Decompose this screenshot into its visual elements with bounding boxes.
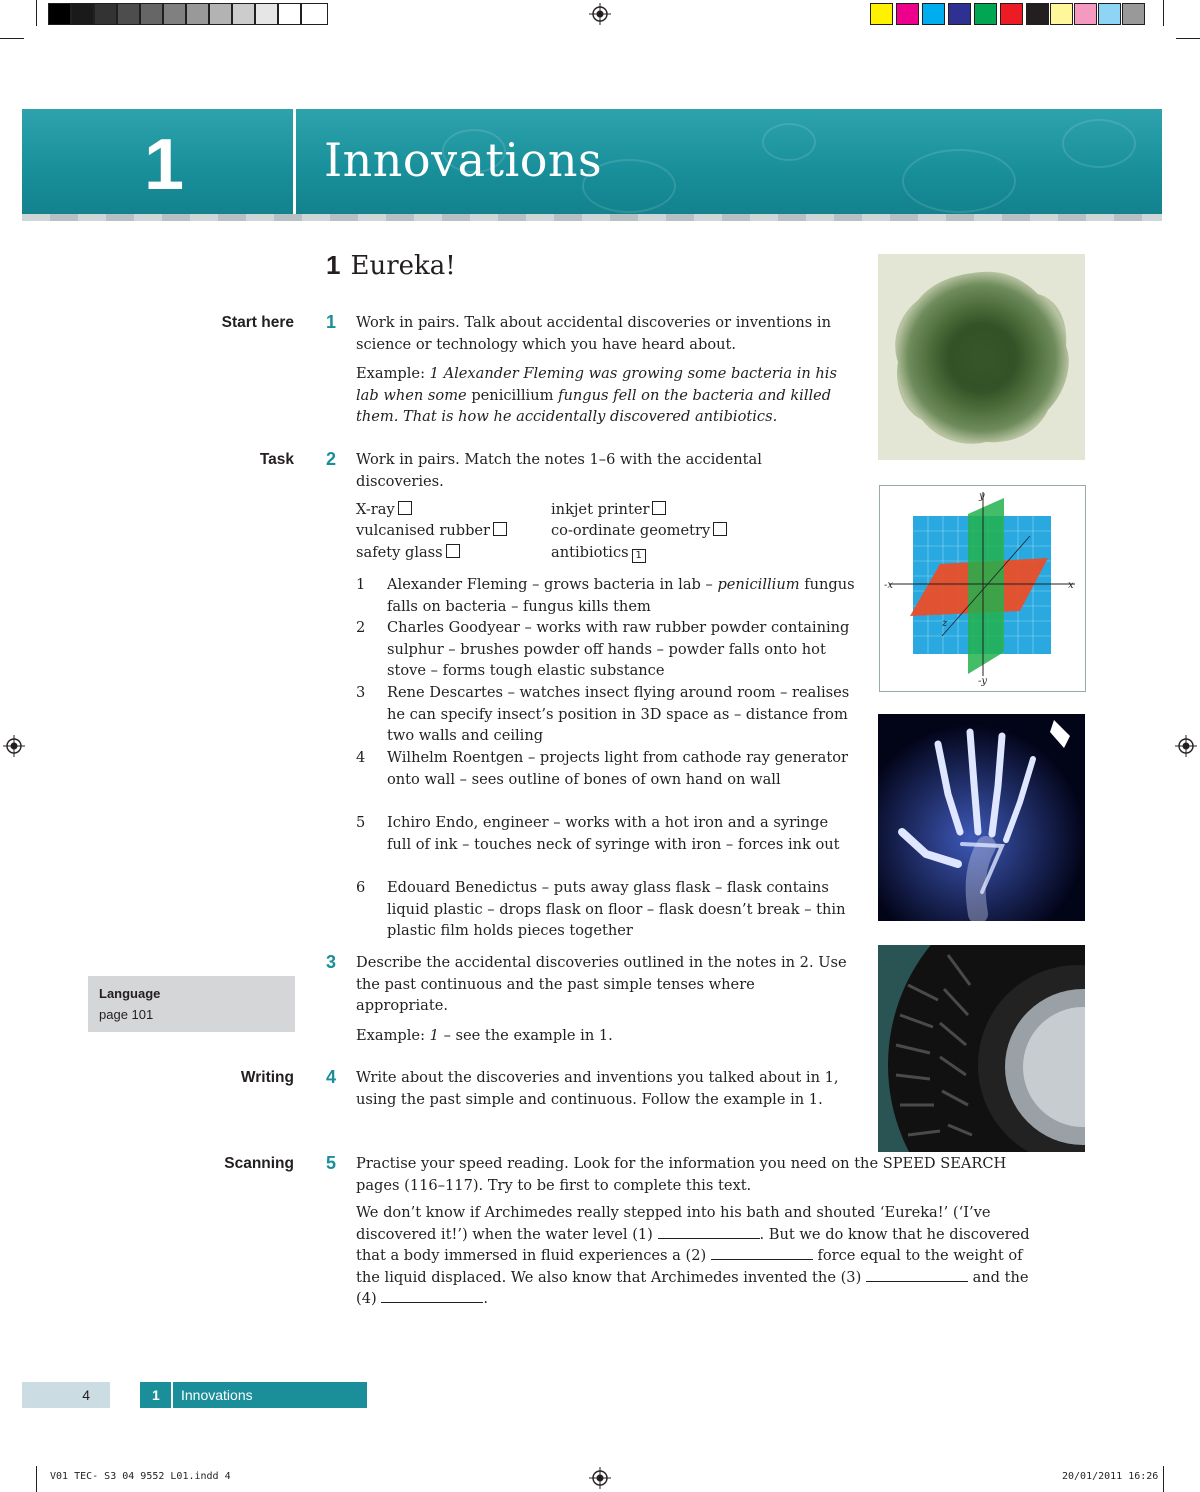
blank-4[interactable] xyxy=(381,1289,483,1303)
section-number: 1 xyxy=(326,250,341,280)
blank-1[interactable] xyxy=(658,1225,760,1239)
checkbox[interactable] xyxy=(652,501,666,515)
checkbox[interactable] xyxy=(446,544,460,558)
question-1 xyxy=(356,312,856,428)
axis-label-y: y xyxy=(979,491,985,502)
axis-label-z: z xyxy=(942,618,948,629)
example: Example: 1 – see the example in 1. xyxy=(356,1026,613,1044)
question-number: 4 xyxy=(326,1067,337,1087)
registration-mark-icon xyxy=(589,1467,611,1489)
language-title: Language xyxy=(99,986,161,1001)
option-vulcanised-rubber[interactable]: vulcanised rubber xyxy=(356,520,507,542)
question-3 xyxy=(356,952,851,1046)
note-number: 4 xyxy=(356,749,366,766)
page-number: 4 xyxy=(82,1387,90,1403)
print-slug-file: V01 TEC- S3 04 9552 L01.indd 4 xyxy=(50,1471,231,1482)
question-text: Practise your speed reading. Look for the information you need on the SPEED SEARCH pages (116–117). Try to be first to complete this text. xyxy=(356,1155,1007,1194)
footer-chapter-number: 1 xyxy=(152,1387,160,1403)
question-number: 1 xyxy=(326,312,337,332)
blank-2[interactable] xyxy=(711,1246,813,1260)
x-ray-hand-photo xyxy=(878,714,1085,921)
note-item xyxy=(356,877,856,942)
side-label-start-here: Start here xyxy=(221,314,294,331)
option-coordinate-geometry[interactable]: co-ordinate geometry xyxy=(551,520,727,542)
section-heading xyxy=(326,252,456,279)
penicillium-photo xyxy=(878,254,1085,460)
question-text: Work in pairs. Talk about accidental discoveries or inventions in science or technology which you have heard about. xyxy=(356,314,831,353)
note-number: 5 xyxy=(356,814,366,831)
axis-label-neg-x: -x xyxy=(884,580,894,591)
side-label-scanning: Scanning xyxy=(224,1155,294,1172)
registration-mark-icon xyxy=(3,735,25,757)
note-text: Wilhelm Roentgen – projects light from cathode ray generator onto wall – sees outline of bones of own hand on wall xyxy=(387,749,848,788)
language-reference-box xyxy=(88,976,295,1032)
checkbox[interactable] xyxy=(713,522,727,536)
option-antibiotics[interactable]: antibiotics 1 xyxy=(551,542,646,564)
blank-3[interactable] xyxy=(866,1268,968,1282)
option-x-ray[interactable]: X-ray xyxy=(356,499,412,521)
chapter-title: Innovations xyxy=(324,133,603,187)
question-number: 2 xyxy=(326,449,337,469)
option-inkjet-printer[interactable]: inkjet printer xyxy=(551,499,666,521)
chapter-banner xyxy=(22,109,1162,221)
checkbox-answered[interactable]: 1 xyxy=(632,549,646,563)
note-item xyxy=(356,747,856,790)
footer-chapter-title: Innovations xyxy=(181,1387,253,1403)
note-number: 3 xyxy=(356,684,366,701)
question-number: 3 xyxy=(326,952,337,972)
footer-chapter-tab xyxy=(140,1382,367,1408)
note-text: Charles Goodyear – works with raw rubber powder containing sulphur – brushes powder off hands – powder falls onto hot stove – forms tough elastic substance xyxy=(387,619,850,679)
question-text: Describe the accidental discoveries outlined in the notes in 2. Use the past continuous and the past simple tenses where appropriate. xyxy=(356,954,847,1014)
note-number: 1 xyxy=(356,576,366,593)
note-text: Rene Descartes – watches insect flying around room – realises he can specify insect’s position in 3D space as – distance from two walls and ceiling xyxy=(387,684,850,744)
checkbox[interactable] xyxy=(493,522,507,536)
side-label-task: Task xyxy=(259,451,294,468)
checkbox[interactable] xyxy=(398,501,412,515)
note-item xyxy=(356,574,856,617)
example: Example: 1 Alexander Fleming was growing some bacteria in his lab when some penicillium fungus fell on the bacteria and killed them. That is how he accidentally discovered antibiotics. xyxy=(356,365,837,425)
section-title: Eureka! xyxy=(350,251,456,281)
note-number: 2 xyxy=(356,619,366,636)
language-page: page 101 xyxy=(99,1007,154,1022)
option-safety-glass[interactable]: safety glass xyxy=(356,542,460,564)
gap-fill-paragraph: We don’t know if Archimedes really stepped into his bath and shouted ‘Eureka!’ (‘I’ve discovered it!’) when the water level (1) . But we do know that he discovered that a body immersed in fluid experiences a (2) force equal to the weight of the liquid displaced. We also know that Archimedes invented the (3) and the (4) . xyxy=(356,1204,1030,1307)
tyre-photo xyxy=(878,945,1085,1152)
note-text: Edouard Benedictus – puts away glass flask – flask contains liquid plastic – drops flask on floor – flask doesn’t break – thin plastic film holds pieces together xyxy=(387,879,846,939)
note-item xyxy=(356,812,856,855)
note-text: Ichiro Endo, engineer – works with a hot iron and a syringe full of ink – touches neck of syringe with iron – forces ink out xyxy=(387,814,840,853)
page-number-box xyxy=(22,1382,110,1408)
registration-mark-icon xyxy=(1175,735,1197,757)
axis-label-x: x xyxy=(1068,580,1074,591)
note-number: 6 xyxy=(356,879,366,896)
note-item xyxy=(356,617,856,682)
note-item xyxy=(356,682,856,747)
coordinate-geometry-diagram xyxy=(879,485,1086,692)
note-text: Alexander Fleming – grows bacteria in lab – penicillium fungus falls on bacteria – fungus kills them xyxy=(387,576,855,615)
chapter-number: 1 xyxy=(144,125,185,205)
side-label-writing: Writing xyxy=(240,1069,294,1086)
question-text: Write about the discoveries and inventions you talked about in 1, using the past simple and continuous. Follow the example in 1. xyxy=(356,1069,839,1108)
question-text: Work in pairs. Match the notes 1–6 with the accidental discoveries. xyxy=(356,451,762,490)
print-slug-date: 20/01/2011 16:26 xyxy=(1062,1471,1159,1482)
question-5 xyxy=(356,1153,1036,1310)
axis-label-neg-y: -y xyxy=(978,676,988,687)
question-number: 5 xyxy=(326,1153,337,1173)
registration-mark-icon xyxy=(589,3,611,25)
